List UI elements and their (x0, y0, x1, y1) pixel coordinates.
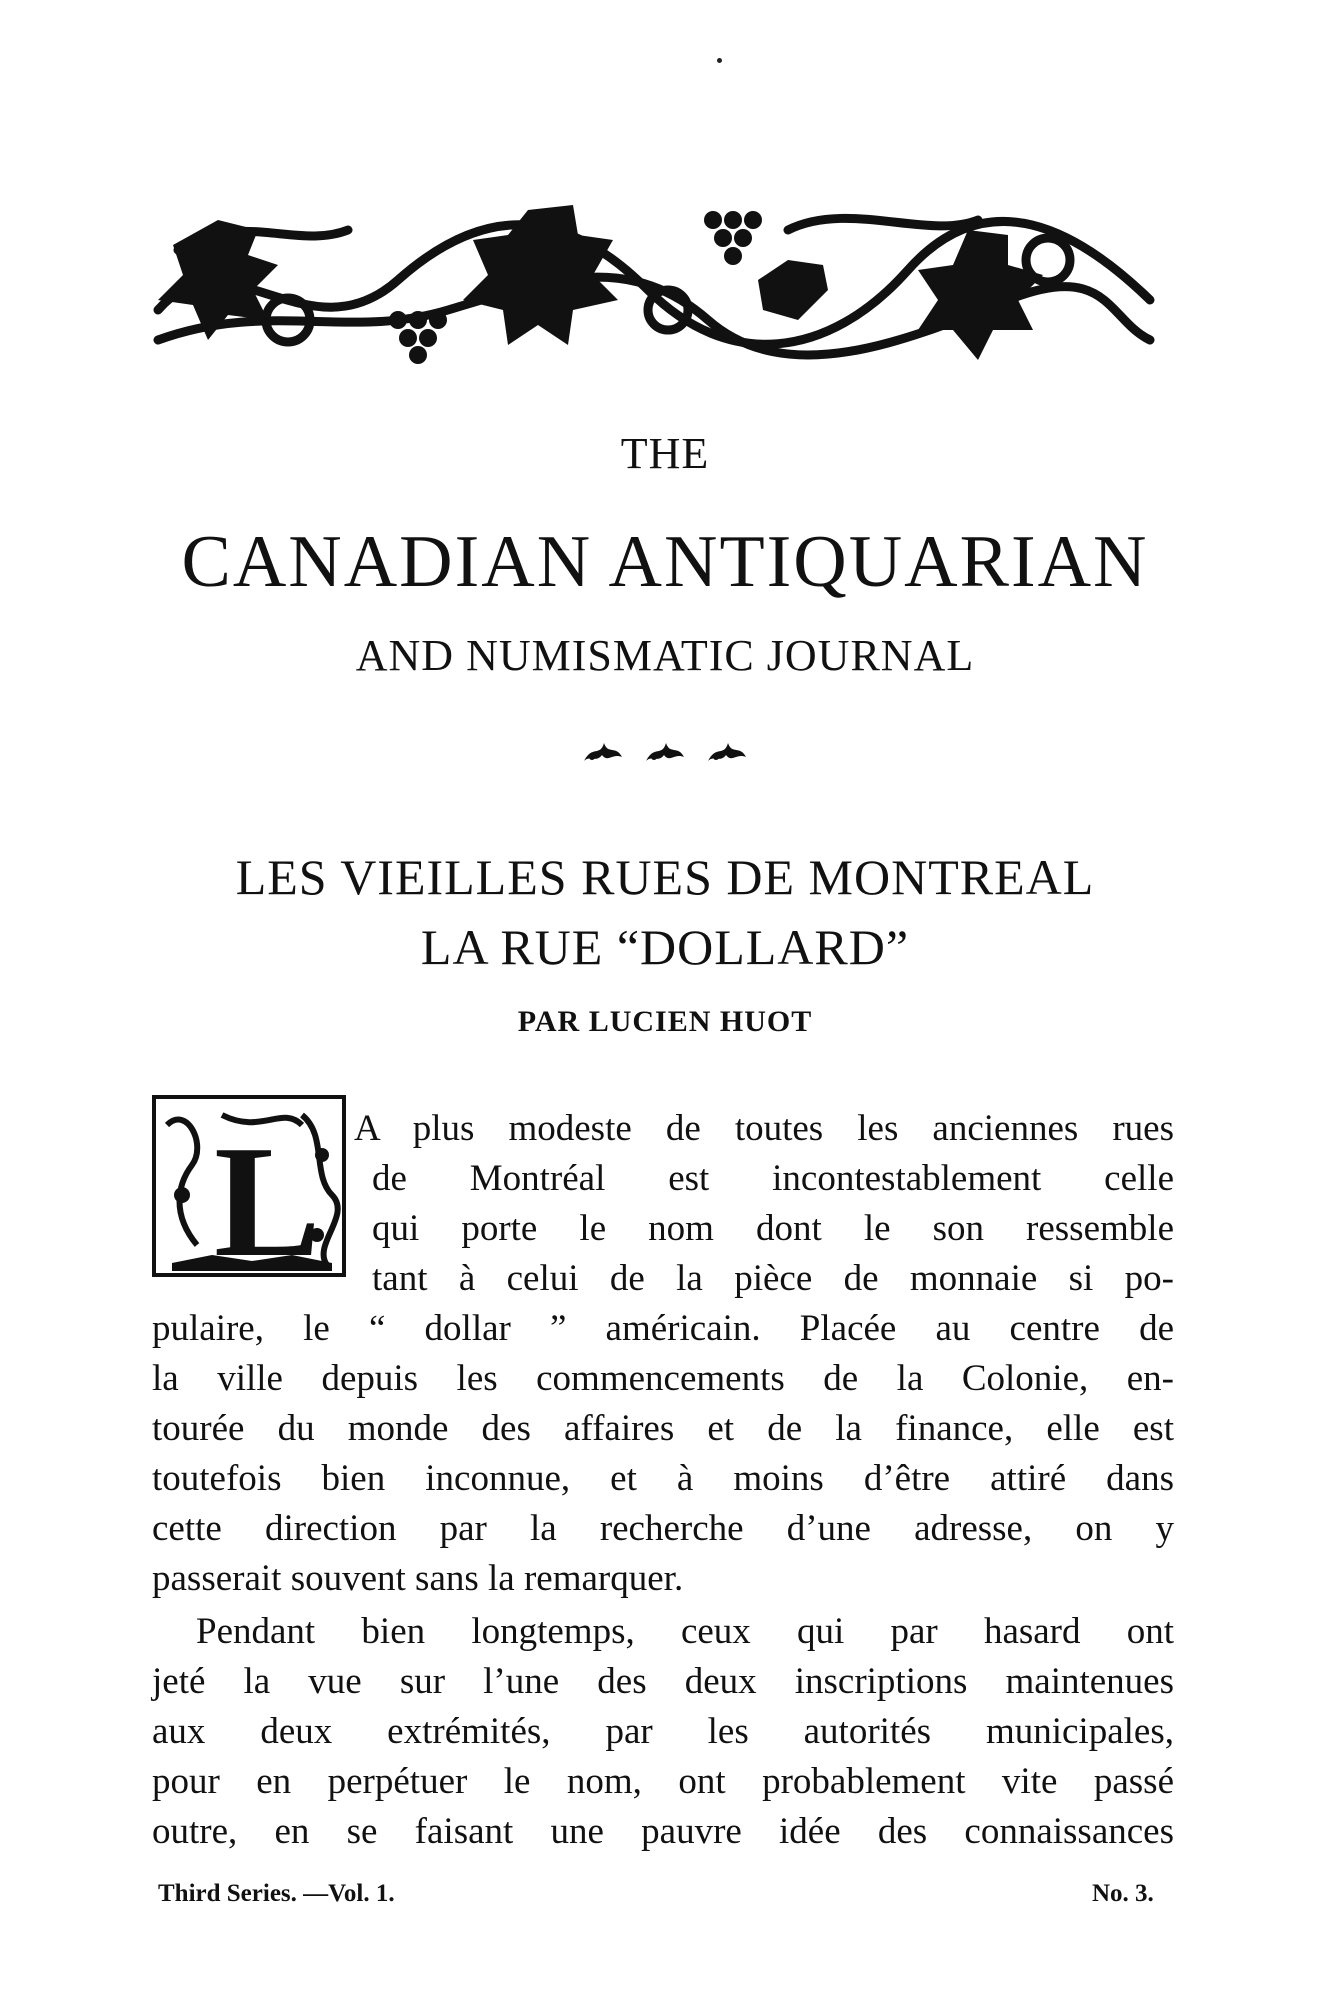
journal-title: CANADIAN ANTIQUARIAN (181, 521, 1149, 603)
text-line: aux deux extrémités, par les autorités municipales, (152, 1711, 1174, 1752)
text-line: tant à celui de la pièce de monnaie si po- (372, 1258, 1174, 1299)
text-line: jeté la vue sur l’une des deux inscriptions maintenues (152, 1661, 1174, 1702)
fleuron-divider (0, 735, 1330, 765)
fleuron-icon (580, 735, 626, 765)
text-line: passerait souvent sans la remarquer. (152, 1558, 684, 1599)
text-line: de Montréal est incontestablement celle (372, 1158, 1174, 1199)
article-title-line1: LES VIEILLES RUES DE MONTREAL (235, 849, 1095, 905)
grapevine-banner-ornament (148, 190, 1160, 368)
text-line: pour en perpétuer le nom, ont probablement vite passé (152, 1761, 1174, 1802)
text-line: outre, en se faisant une pauvre idée des connaissances (152, 1811, 1174, 1852)
article-title-line2: LA RUE “DOLLARD” (420, 919, 910, 975)
article-byline: PAR LUCIEN HUOT (517, 1005, 813, 1038)
text-line: toutefois bien inconnue, et à moins d’être attiré dans (152, 1458, 1174, 1499)
drop-cap-letter: L (214, 1112, 321, 1277)
text-line: pulaire, le “ dollar ” américain. Placée au centre de (152, 1308, 1174, 1349)
text-line: cette direction par la recherche d’une adresse, on y (152, 1508, 1174, 1549)
footer-series: Third Series. —Vol. 1. (158, 1880, 395, 1907)
text-line: Pendant bien longtemps, ceux qui par hasard ont (196, 1611, 1174, 1652)
text-line: A plus modeste de toutes les anciennes rues (354, 1108, 1174, 1149)
text-line: la ville depuis les commencements de la Colonie, en- (152, 1358, 1174, 1399)
drop-cap-ornament (152, 1095, 346, 1277)
footer-number: No. 3. (1092, 1880, 1154, 1907)
journal-the: THE (620, 429, 710, 478)
journal-subtitle: AND NUMISMATIC JOURNAL (355, 631, 975, 680)
text-line: qui porte le nom dont le son ressemble (372, 1208, 1174, 1249)
text-line: tourée du monde des affaires et de la finance, elle est (152, 1408, 1174, 1449)
fleuron-icon (704, 735, 750, 765)
print-speck (717, 58, 722, 63)
fleuron-icon (642, 735, 688, 765)
